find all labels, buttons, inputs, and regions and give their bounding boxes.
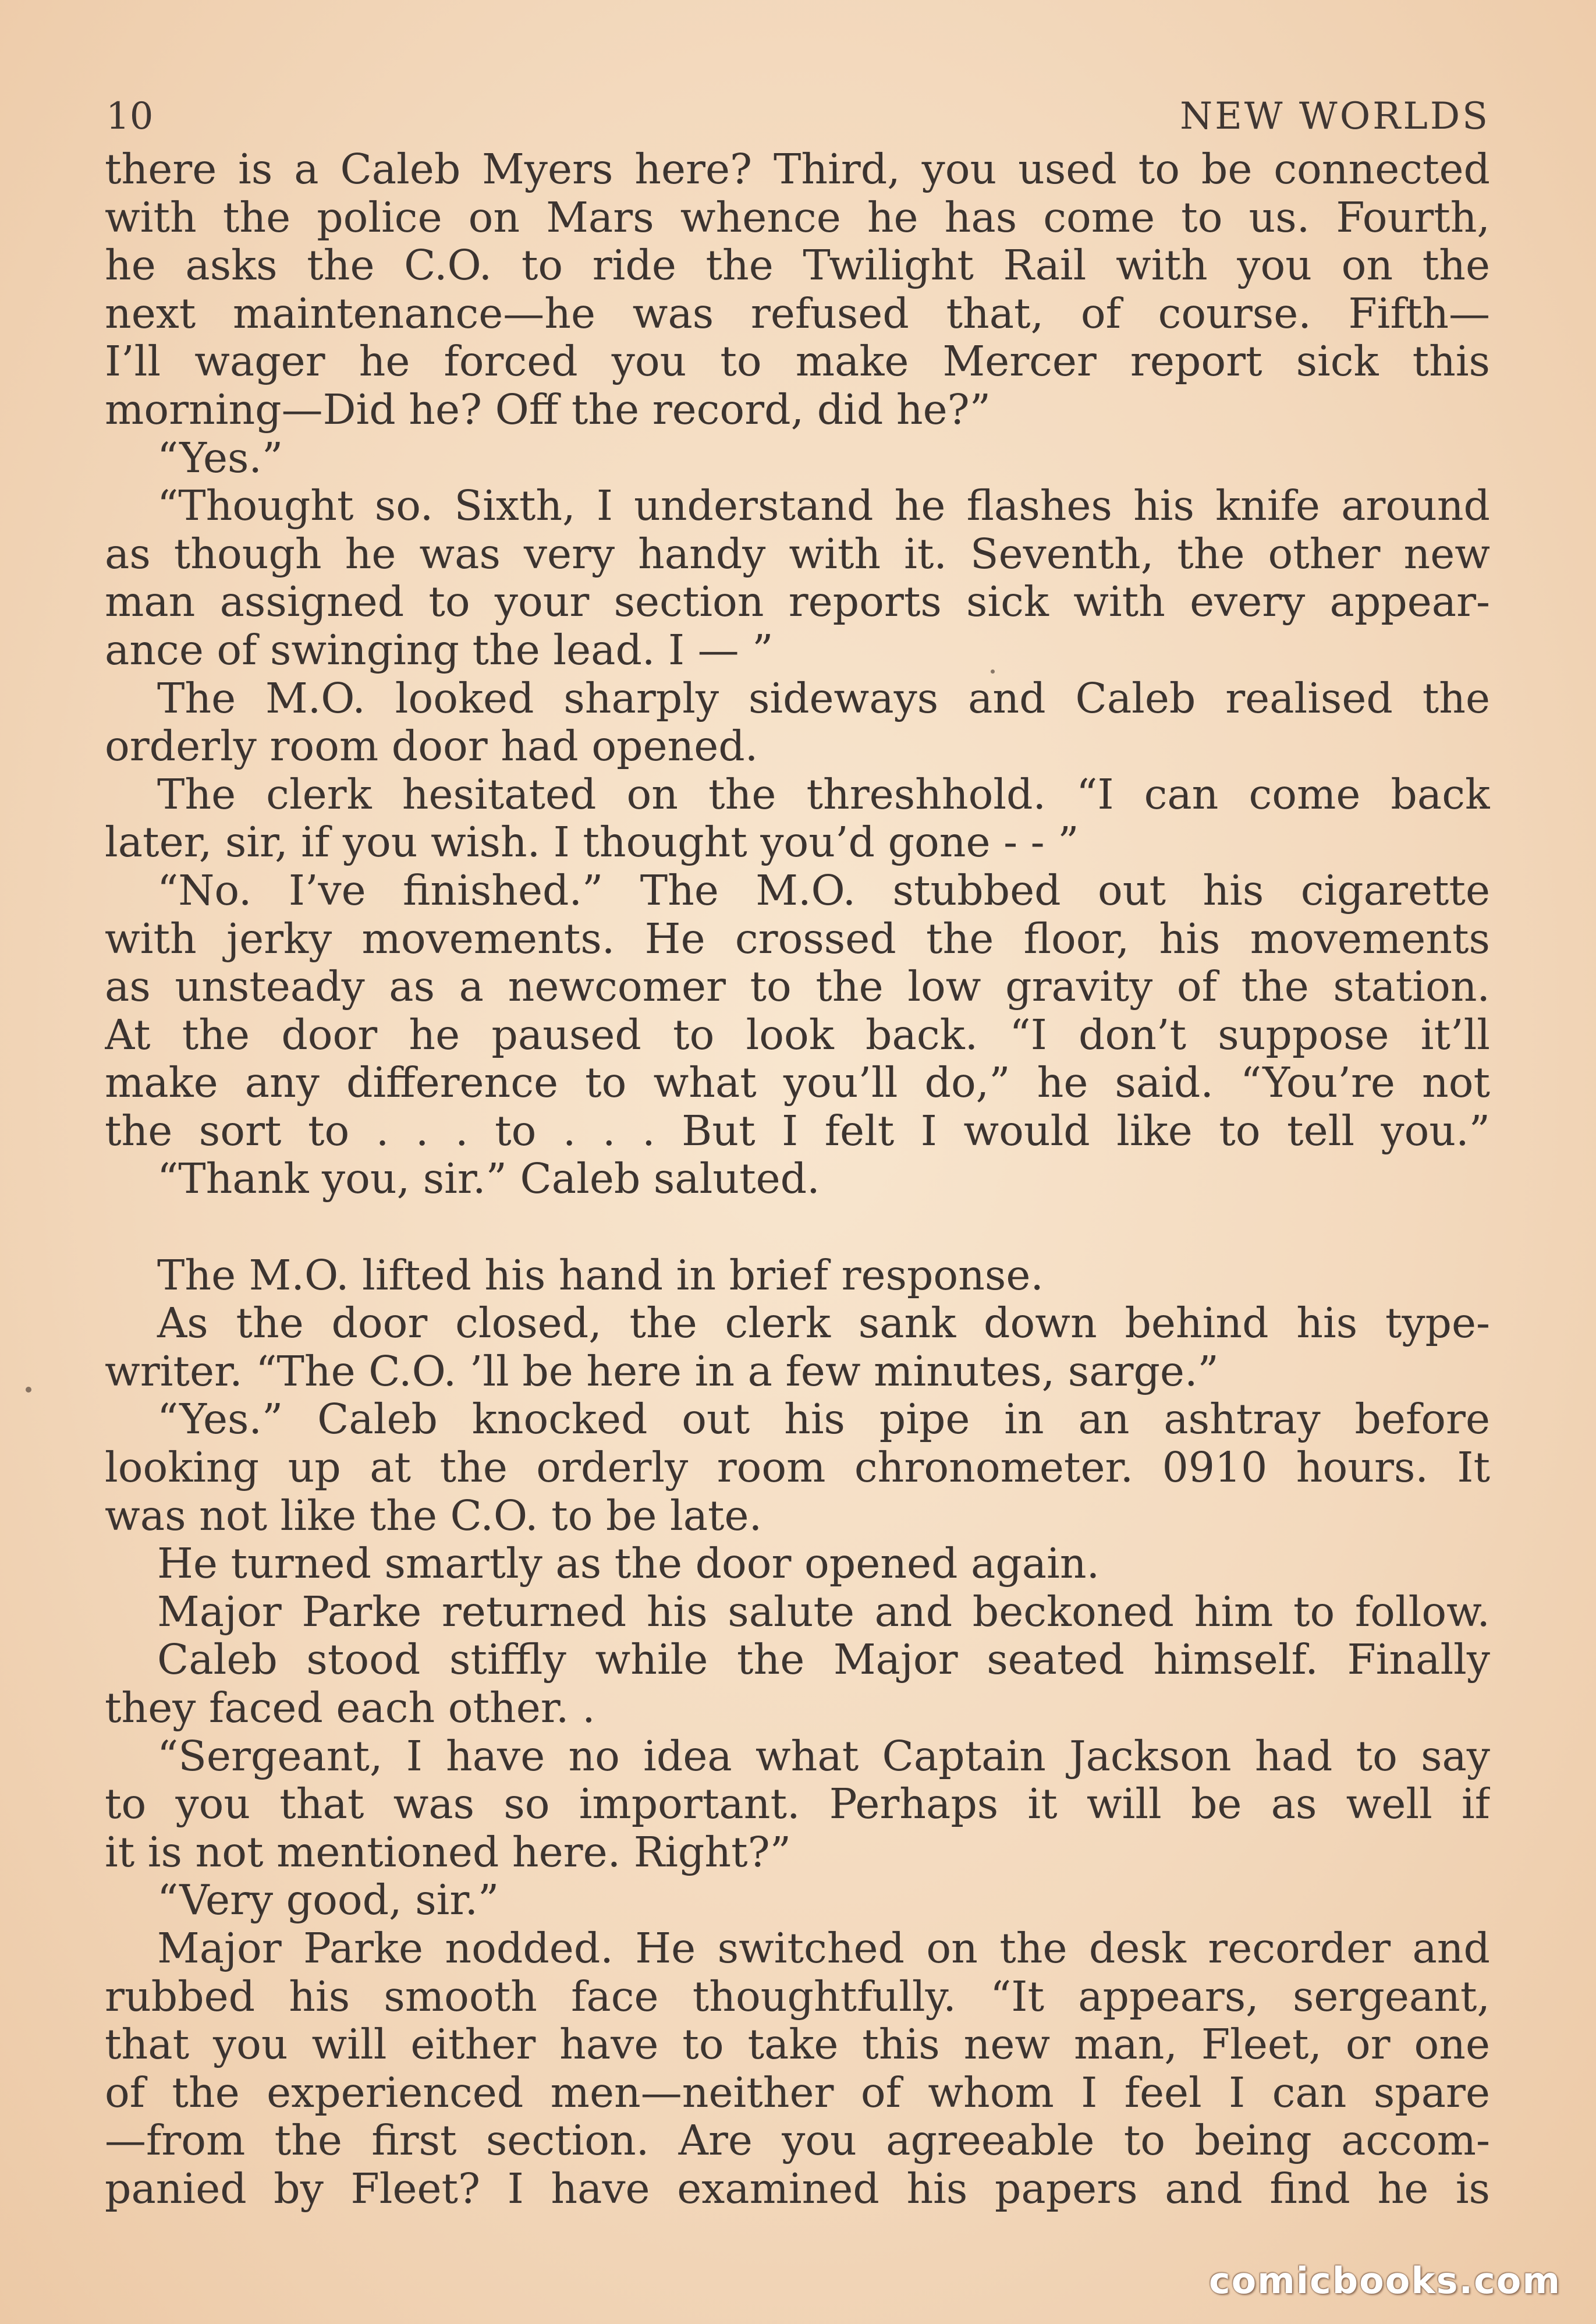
magazine-title: NEW WORLDS — [1180, 95, 1490, 138]
text-line: At the door he paused to look back. “I don’t suppose it’ll — [105, 1011, 1490, 1059]
text-line: “Yes.” Caleb knocked out his pipe in an ashtray before — [157, 1395, 1490, 1444]
text-line: with jerky movements. He crossed the floor, his movements — [105, 915, 1490, 963]
text-line: “Yes.” — [157, 434, 283, 482]
text-line: “No. I’ve finished.” The M.O. stubbed out his cigarette — [157, 866, 1490, 915]
text-line: was not like the C.O. to be late. — [105, 1492, 762, 1540]
text-line: “Thank you, sir.” Caleb saluted. — [157, 1155, 820, 1203]
text-line: with the police on Mars whence he has come to us. Fourth, — [105, 193, 1490, 242]
text-line: later, sir, if you wish. I thought you’d gone - - ” — [105, 819, 1079, 867]
text-line: As the door closed, the clerk sank down behind his type- — [157, 1299, 1490, 1348]
text-line: man assigned to your section reports sick with every appear- — [105, 578, 1490, 626]
print-speck — [26, 1387, 31, 1393]
text-line: “Thought so. Sixth, I understand he flashes his knife around — [157, 482, 1490, 530]
text-line: the sort to . . . to . . . But I felt I would like to tell you.” — [105, 1107, 1490, 1155]
text-line: The M.O. lifted his hand in brief response. — [157, 1251, 1044, 1299]
text-line: “Very good, sir.” — [157, 1876, 499, 1925]
running-head — [105, 87, 1490, 146]
text-line: he asks the C.O. to ride the Twilight Rail with you on the — [105, 242, 1490, 290]
text-line: panied by Fleet? I have examined his papers and find he is — [105, 2164, 1490, 2213]
text-line: that you will either have to take this new man, Fleet, or one — [105, 2021, 1490, 2069]
text-line: as unsteady as a newcomer to the low gravity of the station. — [105, 963, 1490, 1011]
text-line: make any difference to what you’ll do,” he said. “You’re not — [105, 1059, 1490, 1107]
text-line: —from the first section. Are you agreeable to being accom- — [105, 2117, 1490, 2165]
text-line: Caleb stood stiffly while the Major seated himself. Finally — [157, 1636, 1490, 1684]
text-line: it is not mentioned here. Right?” — [105, 1828, 791, 1876]
text-line: The clerk hesitated on the threshhold. “I can come back — [157, 770, 1490, 819]
text-line: they faced each other. . — [105, 1684, 595, 1732]
text-line: of the experienced men—neither of whom I feel I can spare — [105, 2068, 1490, 2117]
text-line: there is a Caleb Myers here? Third, you used to be connected — [105, 146, 1490, 193]
watermark-logo: comicbooks.com — [1208, 2259, 1561, 2302]
text-line: next maintenance—he was refused that, of course. Fifth— — [105, 289, 1490, 338]
text-line: I’ll wager he forced you to make Mercer report sick this — [105, 338, 1490, 386]
text-line: writer. “The C.O. ’ll be here in a few minutes, sarge.” — [105, 1347, 1219, 1395]
text-line: looking up at the orderly room chronometer. 0910 hours. It — [105, 1444, 1490, 1492]
text-line: He turned smartly as the door opened again. — [157, 1540, 1100, 1588]
text-line: “Sergeant, I have no idea what Captain Jackson had to say — [157, 1732, 1490, 1780]
text-line: as though he was very handy with it. Seventh, the other new — [105, 530, 1490, 578]
text-line: to you that was so important. Perhaps it will be as well if — [105, 1780, 1490, 1829]
text-line: Major Parke nodded. He switched on the desk recorder and — [157, 1924, 1490, 1972]
page-number: 10 — [106, 95, 154, 138]
paragraph-gap — [105, 1203, 1490, 1252]
book-page — [105, 87, 1490, 2253]
text-line: The M.O. looked sharply sideways and Caleb realised the — [157, 674, 1490, 722]
print-speck — [991, 669, 995, 674]
text-line: orderly room door had opened. — [105, 722, 758, 771]
text-line: morning—Did he? Off the record, did he?” — [105, 385, 991, 434]
text-line: Major Parke returned his salute and beckoned him to follow. — [157, 1588, 1490, 1636]
text-line: rubbed his smooth face thoughtfully. “It appears, sergeant, — [105, 1972, 1490, 2021]
text-line: ance of swinging the lead. I — ” — [105, 626, 774, 674]
body-text — [105, 146, 1490, 2213]
